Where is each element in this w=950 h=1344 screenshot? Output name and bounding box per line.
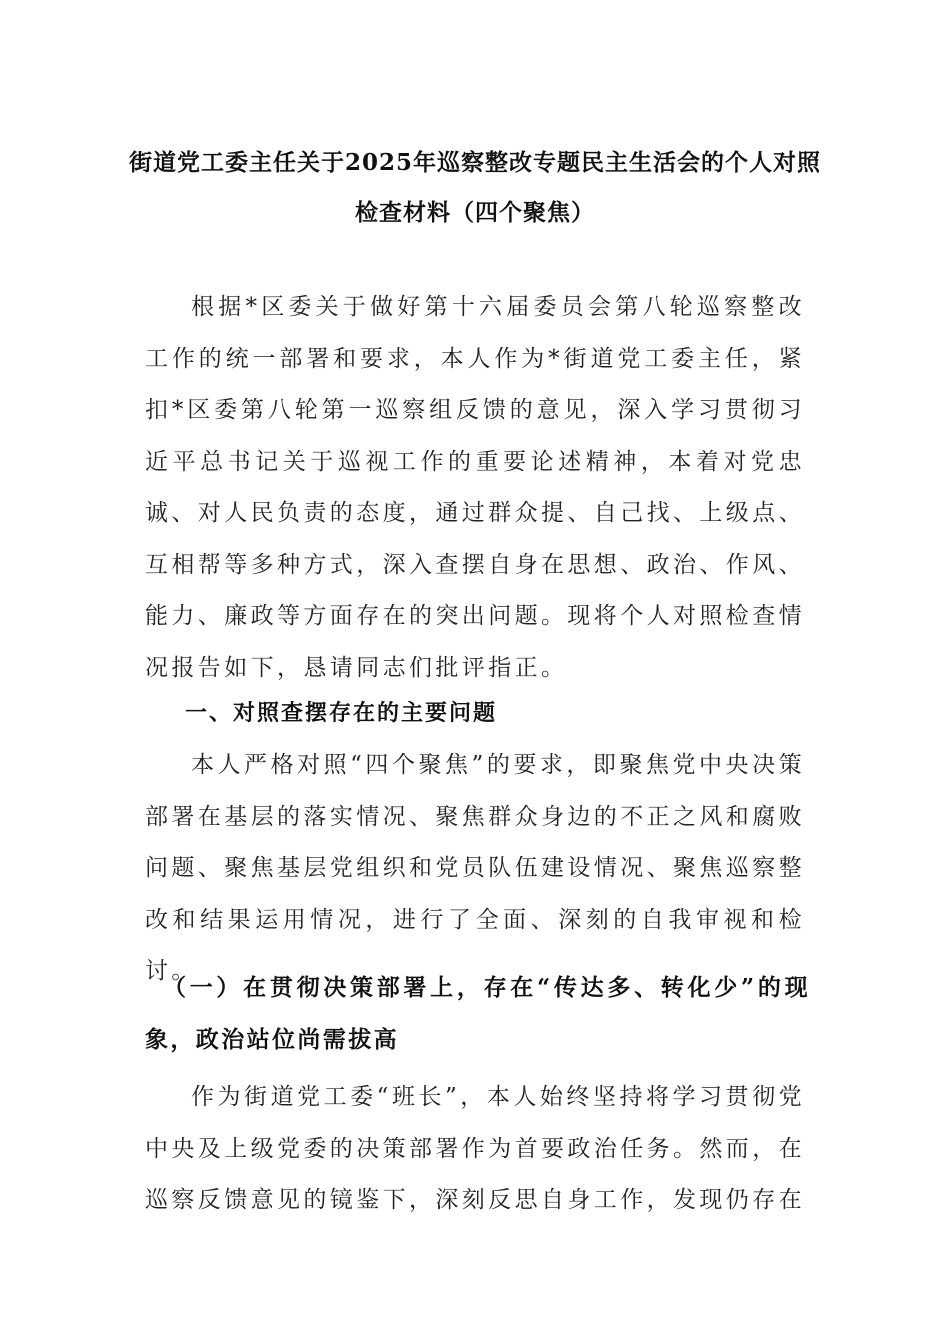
intro-paragraph: 根据*区委关于做好第十六届委员会第八轮巡察整改工作的统一部署和要求，本人作为*街道党工委主任，紧扣*区委第八轮第一巡察组反馈的意见，深入学习贯彻习近平总书记关于巡视工作的重要论述精神，本着对党忠诚、对人民负责的态度，通过群众提、自己找、上级点、互相帮等多种方式，深入查摆自身在思想、政治、作风、能力、廉政等方面存在的突出问题。现将个人对照检查情况报告如下，恳请同志们批评指正。: [145, 294, 805, 681]
section-1-paragraph: 本人严格对照“四个聚焦”的要求，即聚焦党中央决策部署在基层的落实情况、聚焦群众身边的不正之风和腐败问题、聚焦基层党组织和党员队伍建设情况、聚焦巡察整改和结果运用情况，进行了全面、深刻的自我审视和检讨。: [145, 752, 805, 984]
subsection-heading-1: （一）在贯彻决策部署上，存在“传达多、转化少”的现象，政治站位尚需拔高: [145, 974, 810, 1053]
document-title: 街道党工委主任关于2025年巡察整改专题民主生活会的个人对照检查材料（四个聚焦）: [128, 149, 821, 226]
subsection-1-paragraph: 作为街道党工委“班长”，本人始终坚持将学习贯彻党中央及上级党委的决策部署作为首要政治任务。然而，在巡察反馈意见的镜鉴下，深刻反思自身工作，发现仍存在: [145, 1084, 805, 1213]
section-heading-1: 一、对照查摆存在的主要问题: [185, 701, 498, 726]
